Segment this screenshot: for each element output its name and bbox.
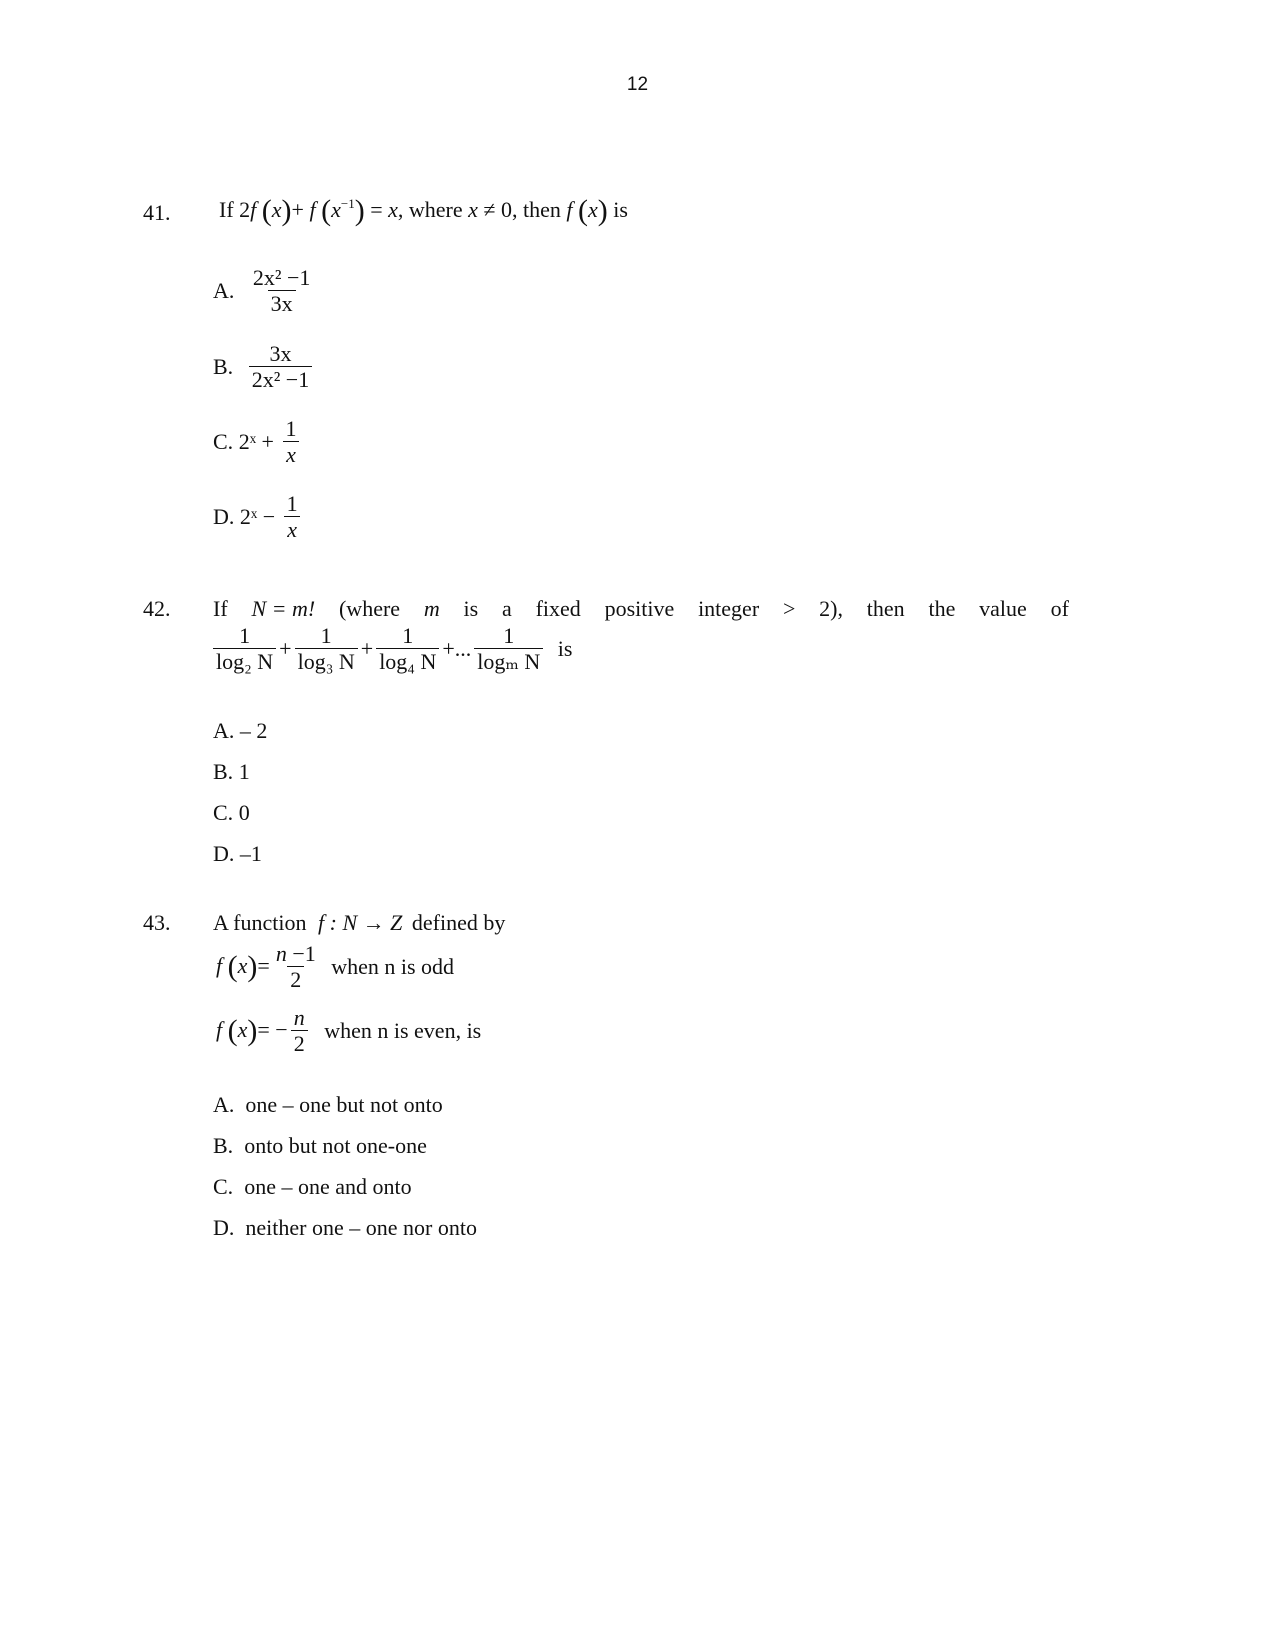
even-case-label: when n is even, is <box>324 1018 482 1044</box>
stem-word: then <box>866 596 905 621</box>
option-lead: 2ˣ − <box>239 504 276 530</box>
fraction-numerator: 1 <box>285 416 297 441</box>
option-label: A. <box>213 1092 235 1117</box>
fraction-numerator: 1 <box>286 491 298 516</box>
option-text: –1 <box>239 841 262 866</box>
q43-option-b[interactable] <box>213 1133 427 1159</box>
stem-word: of <box>1050 596 1069 621</box>
q42-is: is <box>557 636 573 662</box>
q41-condition: x ≠ 0, <box>468 197 518 222</box>
fraction-denominator: x <box>283 441 299 467</box>
option-label: C. <box>213 429 234 455</box>
sum-term: $\frac{1}{\text{log₄ N}}$ <box>376 624 439 674</box>
stem-word: (where <box>338 596 401 621</box>
q41-option-b[interactable] <box>213 342 315 392</box>
sum-term: $\frac{1}{\text{log₂ N}}$ <box>213 624 276 674</box>
option-fraction <box>250 266 314 316</box>
question-43-stem <box>213 910 505 936</box>
q43-defined-by: defined by <box>411 910 506 935</box>
option-label: B. <box>213 354 234 380</box>
question-42-sum-expression: $\frac{1}{\text{log₂ N}}$ + $\frac{1}{\text{log₃ N}}$ + $\frac{1}{\text{log₄ N}}$ +... $\frac{1}{\text{logₘ N}}$ is <box>213 624 572 674</box>
q41-equation: 2f (x)+ f $(x^{-1}) = x$, <box>239 194 404 227</box>
stem-word: a <box>502 596 512 621</box>
option-fraction <box>249 342 313 392</box>
q43-mapping: f : N → Z <box>318 910 403 935</box>
page-number: 12 <box>626 74 649 95</box>
option-text: 0 <box>238 800 250 825</box>
q43-intro: A function <box>213 910 307 935</box>
stem-word: If <box>213 596 228 621</box>
q41-option-a[interactable] <box>213 266 316 316</box>
question-41-number: 41. <box>143 200 171 225</box>
fraction-denominator: 3x <box>268 290 296 316</box>
q41-if: If <box>219 197 234 222</box>
q43-option-d[interactable] <box>213 1215 477 1241</box>
q41-then: then <box>522 197 561 222</box>
question-42-number: 42. <box>143 596 171 621</box>
option-label: D. <box>213 841 235 866</box>
option-label: B. <box>213 1133 234 1158</box>
q43-odd-case: f (x)= $\frac{n -1}{2}$ when n is odd <box>216 941 455 993</box>
stem-word: integer <box>698 596 760 621</box>
option-text: one – one and onto <box>244 1174 412 1199</box>
option-text: – 2 <box>239 718 268 743</box>
stem-word: > <box>782 596 796 621</box>
stem-word: m <box>423 596 440 621</box>
stem-word: fixed <box>535 596 581 621</box>
stem-word: the <box>928 596 956 621</box>
q42-option-c[interactable] <box>213 800 250 826</box>
stem-word: value <box>979 596 1027 621</box>
fraction-denominator: x <box>284 516 300 542</box>
q43-option-a[interactable] <box>213 1092 443 1118</box>
question-43-number: 43. <box>143 910 171 935</box>
q43-even-case: f (x)= − $\frac{n}{2}$ when n is even, is <box>216 1005 482 1057</box>
stem-word: N = m! <box>251 596 316 621</box>
option-lead: 2ˣ + <box>238 429 274 455</box>
option-label: D. <box>213 1215 235 1240</box>
question-42-stem-line <box>213 596 1069 622</box>
option-text: one – one but not onto <box>245 1092 443 1117</box>
q42-option-a[interactable] <box>213 718 267 744</box>
option-label: B. <box>213 759 234 784</box>
stem-word: is <box>463 596 479 621</box>
stem-word: 2), <box>819 596 843 621</box>
q41-fx: f (x) <box>566 194 608 227</box>
fraction-numerator: 3x <box>269 341 292 366</box>
option-fraction <box>284 492 301 542</box>
q43-option-c[interactable] <box>213 1174 412 1200</box>
sum-term: $\frac{1}{\text{logₘ N}}$ <box>474 624 543 674</box>
fraction-denominator: 2x² −1 <box>249 366 313 392</box>
option-label: C. <box>213 800 234 825</box>
option-label: D. <box>213 504 235 530</box>
q41-is: is <box>613 197 628 222</box>
question-41-stem <box>219 194 628 228</box>
option-text: neither one – one nor onto <box>245 1215 477 1240</box>
option-label: A. <box>213 718 235 743</box>
q42-option-b[interactable] <box>213 759 250 785</box>
fraction-numerator: 2x² −1 <box>252 265 311 290</box>
option-label: A. <box>213 278 235 304</box>
even-fraction: $\frac{n}{2}$ <box>291 1006 308 1056</box>
odd-fraction: $\frac{n -1}{2}$ <box>275 941 316 993</box>
q41-where: where <box>408 197 463 222</box>
q42-option-d[interactable] <box>213 841 262 867</box>
stem-word: positive <box>604 596 675 621</box>
option-text: onto but not one-one <box>244 1133 427 1158</box>
q41-option-c[interactable] <box>213 417 302 467</box>
sum-term: $\frac{1}{\text{log₃ N}}$ <box>295 624 358 674</box>
option-label: C. <box>213 1174 234 1199</box>
odd-case-label: when n is odd <box>331 954 455 980</box>
option-fraction <box>282 417 299 467</box>
option-text: 1 <box>238 759 250 784</box>
q41-option-d[interactable] <box>213 492 304 542</box>
